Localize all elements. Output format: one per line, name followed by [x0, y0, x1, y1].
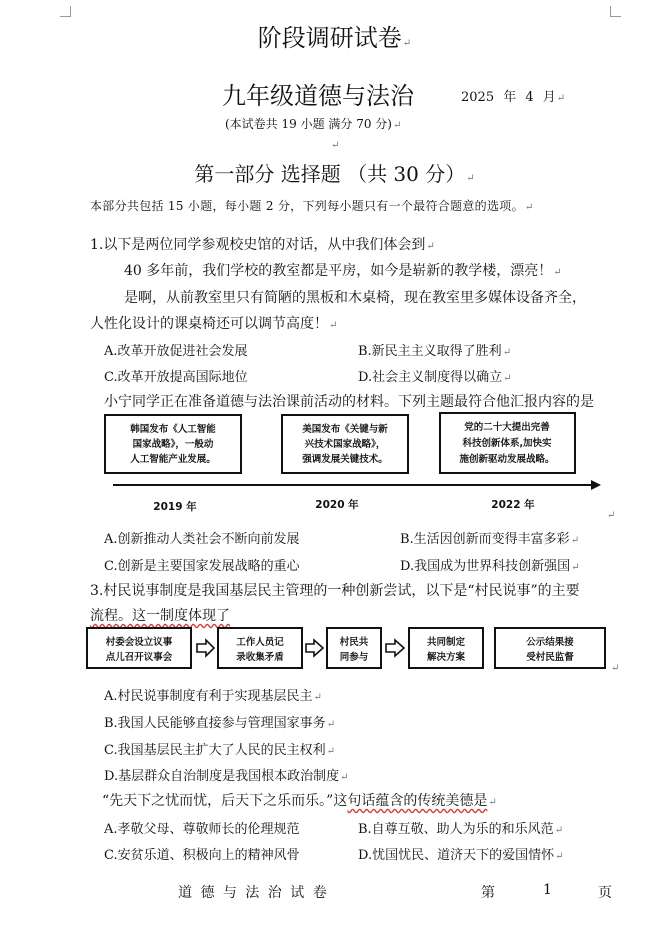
q4-option-a[interactable]: A.孝敬父母、尊敬师长的伦理规范: [104, 822, 300, 837]
event-3-line-1: 党的二十大提出完善: [464, 422, 550, 433]
q1-dialog-2b: 人性化设计的课桌椅还可以调节高度！↵: [90, 316, 338, 332]
exam-note: (本试卷共 19 小题 满分 70 分)↵: [225, 117, 402, 131]
flow-step-3-line-1: 村民共: [339, 637, 369, 648]
event-3-line-2: 科技创新体系,加快实: [462, 438, 552, 449]
flow-arrow-icon: [306, 640, 323, 656]
q3-stem-a: 3.村民说事制度是我国基层民主管理的一种创新尝试，以下是“村民说事”的主要: [90, 583, 580, 599]
footer-page-suffix: 页: [598, 885, 612, 901]
flow-step-5-line-1: 公示结果接: [526, 637, 574, 648]
event-1-year: 2019 年: [153, 501, 197, 513]
flow-step-1-line-1: 村委会设立议事: [105, 637, 173, 648]
event-3-year: 2022 年: [491, 499, 535, 511]
q3-option-b[interactable]: B.我国人民能够直接参与管理国家事务↵: [104, 716, 336, 731]
q1-option-a[interactable]: A.改革开放促进社会发展: [104, 344, 248, 359]
flow-step-4-line-1: 共同制定: [426, 637, 466, 648]
q4-option-d[interactable]: D.忧国忧民、道济天下的爱国情怀↵: [358, 848, 564, 863]
footer-page-label: 第: [481, 885, 495, 901]
q1-option-b[interactable]: B.新民主主义取得了胜利↵: [358, 344, 512, 359]
flow-step-2-line-2: 录收集矛盾: [236, 652, 284, 663]
paragraph-mark: ↵: [331, 140, 340, 151]
exam-title: 阶段调研试卷↵: [257, 24, 412, 52]
q1-option-d[interactable]: D.社会主义制度得以确立↵: [358, 370, 512, 385]
q1-dialog-1: 40 多年前，我们学校的教室都是平房，如今是崭新的教学楼，漂亮！↵: [124, 263, 562, 279]
flow-step-5-line-2: 受村民监督: [526, 652, 574, 663]
exam-subject: 九年级道德与法治: [222, 82, 414, 110]
flow-arrow-icon: [386, 640, 404, 656]
event-1-line-3: 人工智能产业发展。: [130, 454, 216, 465]
event-1-line-2: 国家战略》，一般动: [132, 439, 214, 450]
q3-stem-b: 流程。这一制度体现了: [90, 608, 230, 624]
q3-flow-diagram: [85, 622, 615, 678]
flow-step-2-line-1: 工作人员记: [236, 637, 284, 648]
q2-timeline-diagram: [85, 405, 615, 520]
page-corner-mark-left: [60, 6, 71, 17]
flow-step-1-line-2: 点儿召开议事会: [105, 652, 173, 663]
event-2-year: 2020 年: [315, 499, 359, 511]
flow-step-4-line-2: 解决方案: [426, 652, 466, 663]
q2-stem: 小宁同学正在准备道德与法治课前活动的材料。下列主题最符合他汇报内容的是: [104, 394, 594, 410]
part-title: 第一部分 选择题 （共 30 分）↵: [194, 162, 475, 186]
event-3-line-3: 施创新驱动发展战略。: [459, 454, 555, 465]
paragraph-mark: ↵: [611, 663, 620, 674]
timeline-arrow-icon: [591, 480, 601, 490]
paragraph-mark: ↵: [607, 510, 616, 521]
q2-option-b[interactable]: B.生活因创新而变得丰富多彩↵: [400, 532, 580, 547]
q4-option-b[interactable]: B.自尊互敬、助人为乐的和乐风范↵: [358, 822, 564, 837]
q3-option-d[interactable]: D.基层群众自治制度是我国根本政治制度↵: [104, 769, 349, 784]
q1-stem: 1.以下是两位同学参观校史馆的对话，从中我们体会到↵: [90, 237, 435, 253]
q4-stem: “先天下之忧而忧，后天下之乐而乐。”这句话蕴含的传统美德是↵: [102, 793, 497, 809]
page-corner-mark-right: [610, 6, 621, 17]
part-instruction: 本部分共包括 15 小题，每小题 2 分，下列每小题只有一个最符合题意的选项。↵: [90, 199, 534, 213]
q4-option-c[interactable]: C.安贫乐道、积极向上的精神风骨: [104, 848, 300, 863]
q3-option-a[interactable]: A.村民说事制度有利于实现基层民主↵: [104, 689, 322, 704]
footer-exam-name: 道 德 与 法 治 试 卷: [178, 885, 329, 901]
q1-dialog-2a: 是啊，从前教室里只有简陋的黑板和木桌椅，现在教室里多媒体设备齐全，: [124, 290, 586, 306]
q2-option-c[interactable]: C.创新是主要国家发展战略的重心: [104, 559, 300, 574]
event-2-line-1: 美国发布《关键与新: [302, 424, 388, 435]
exam-date: 2025 年 4 月↵: [461, 90, 566, 105]
event-1-line-1: 韩国发布《人工智能: [130, 424, 216, 435]
q1-option-c[interactable]: C.改革开放提高国际地位: [104, 370, 248, 385]
flow-arrow-icon: [197, 640, 214, 656]
event-2-line-3: 强调发展关键技术。: [302, 454, 388, 465]
footer-page-number: 1: [543, 882, 552, 898]
event-2-line-2: 兴技术国家战略》，: [304, 439, 386, 450]
flow-step-3-line-2: 同参与: [339, 652, 369, 663]
q2-option-a[interactable]: A.创新推动人类社会不断向前发展: [104, 532, 300, 547]
q2-option-d[interactable]: D.我国成为世界科技创新强国↵: [400, 559, 580, 574]
q3-option-c[interactable]: C.我国基层民主扩大了人民的民主权利↵: [104, 743, 336, 758]
